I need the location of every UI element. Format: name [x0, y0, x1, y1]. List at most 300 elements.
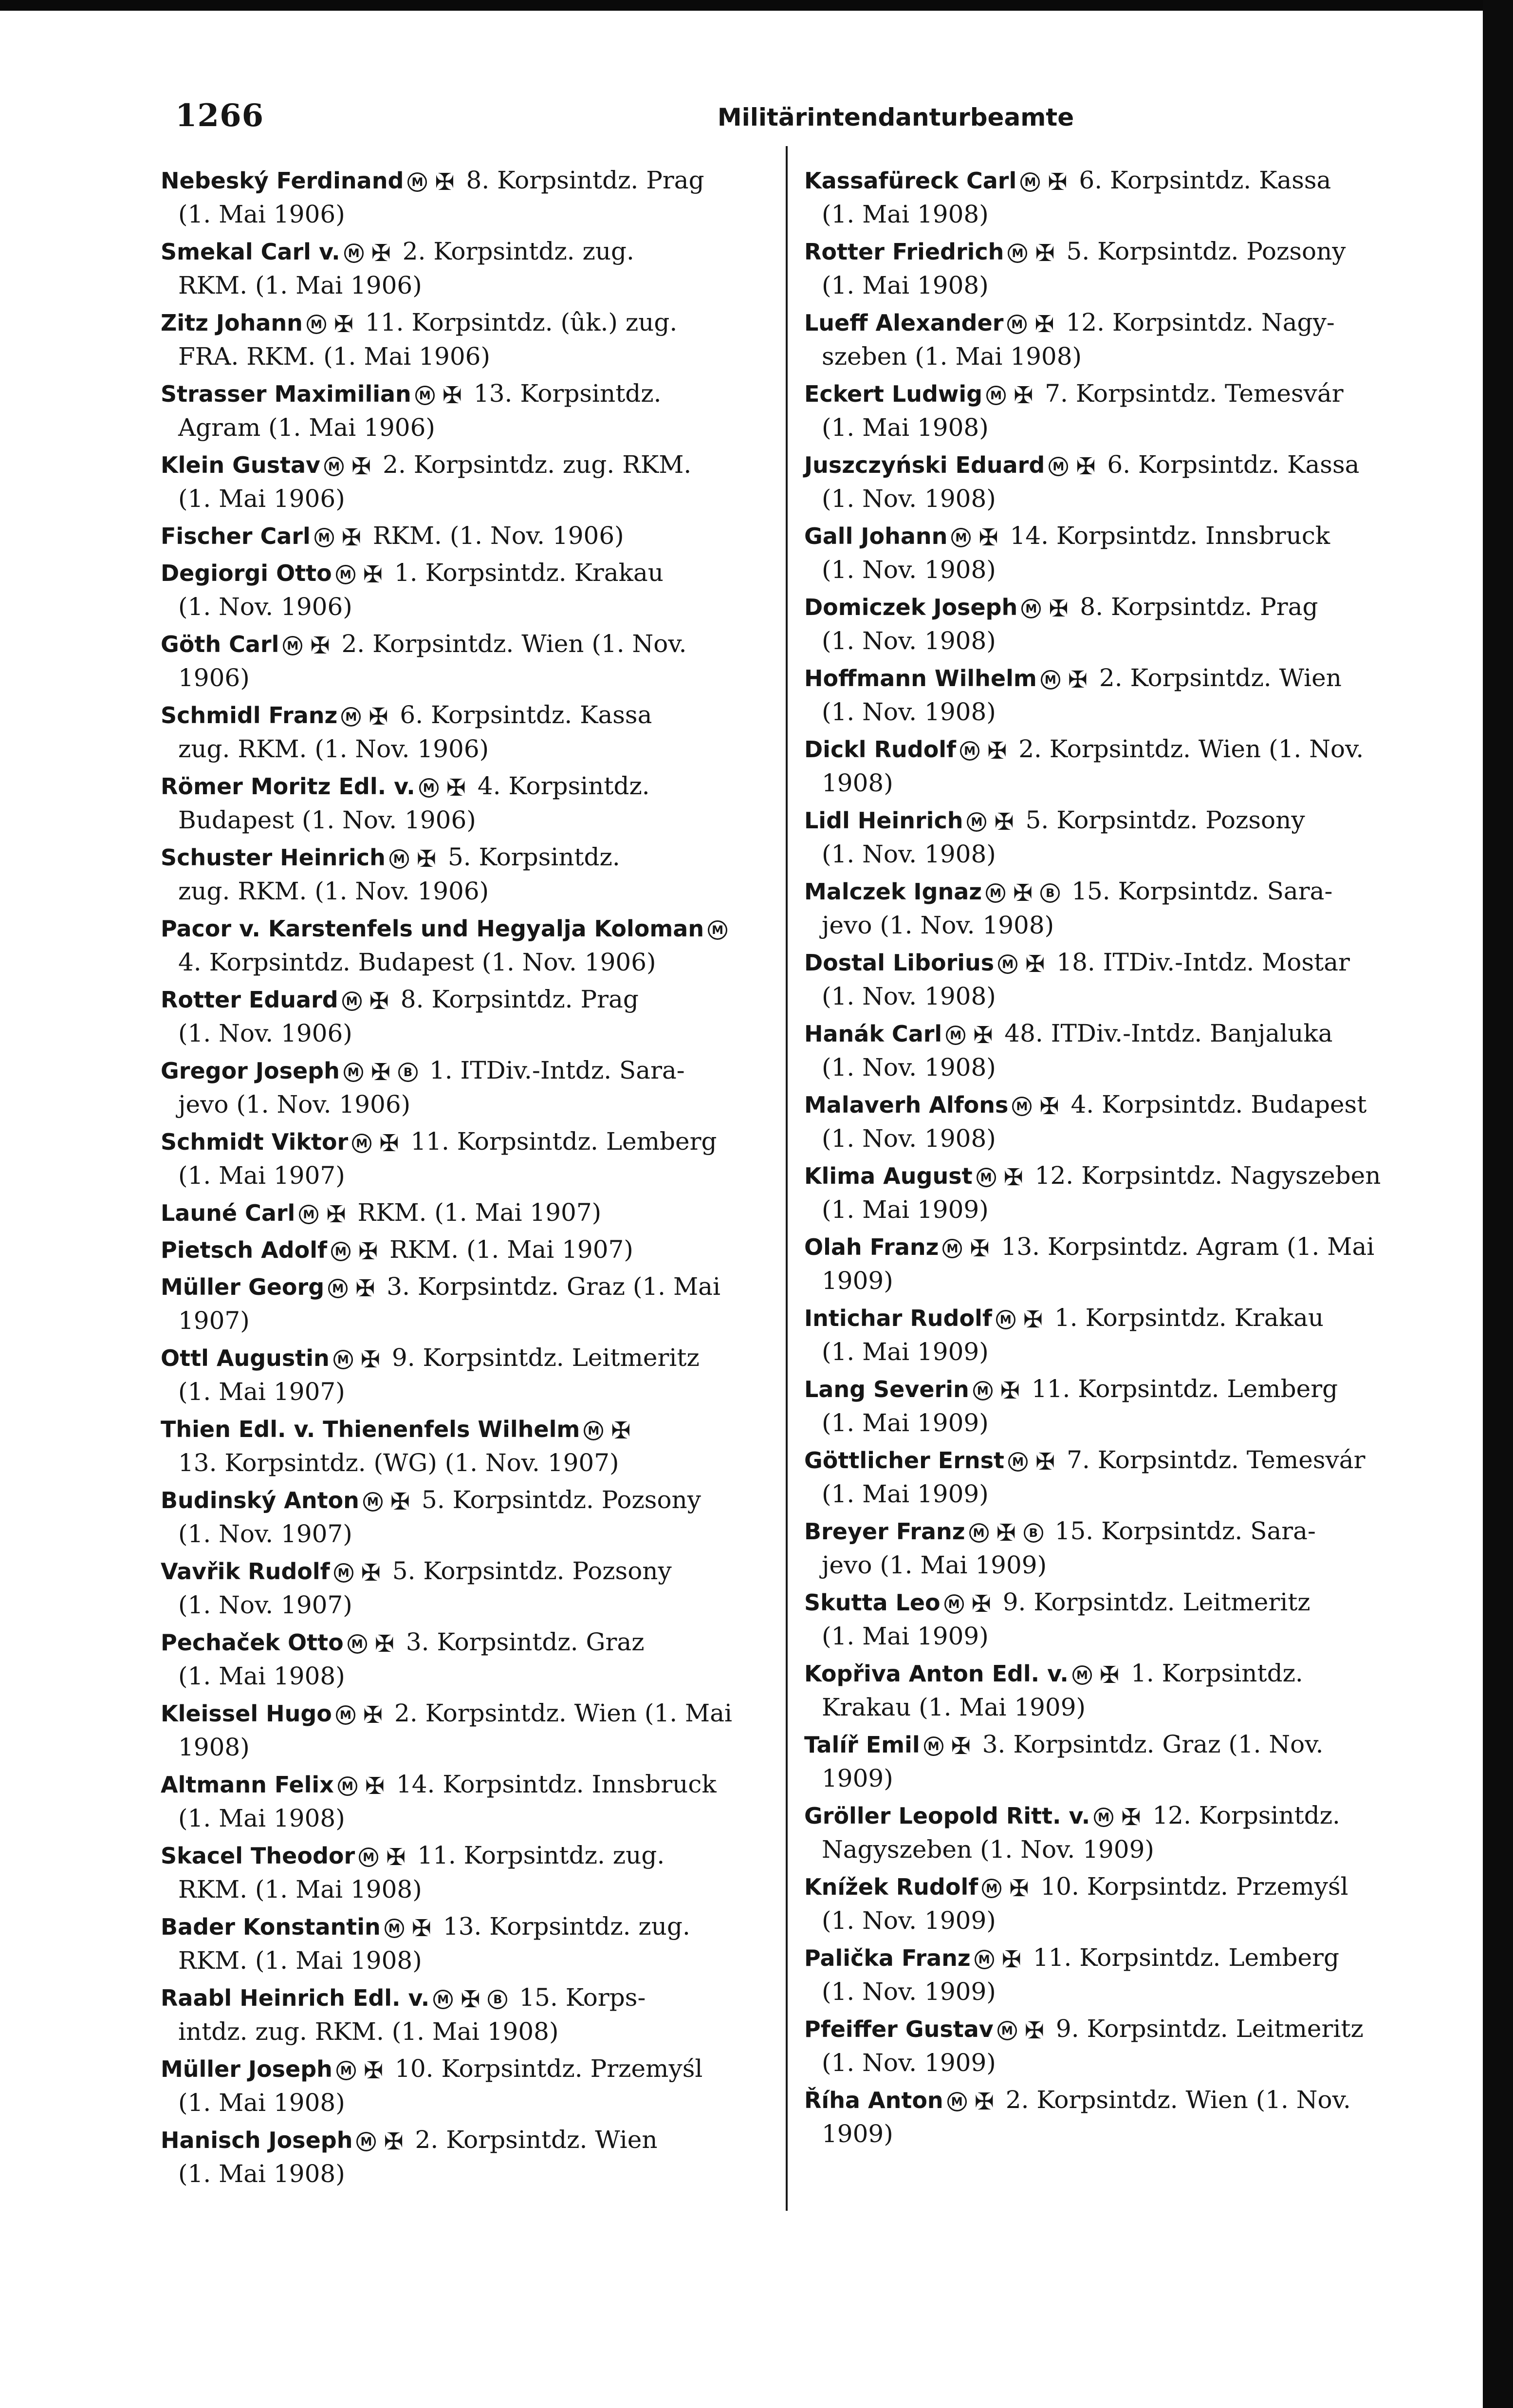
entry-first-line: [161, 1699, 779, 1730]
circled-m-icon: M: [344, 1063, 363, 1082]
entry-first-line: [804, 2014, 1422, 2045]
circled-m-icon: M: [328, 1279, 348, 1298]
list-item: [161, 1912, 779, 1983]
entry-assignment: 5. Korpsintdz. Pozsony: [414, 1486, 701, 1514]
entry-first-line: [804, 2085, 1422, 2116]
list-item: [804, 1872, 1422, 1943]
circled-m-icon: M: [283, 636, 302, 655]
person-name: Strasser Maximilian: [161, 381, 411, 407]
entry-first-line: [161, 237, 779, 268]
list-item: [804, 166, 1422, 237]
person-name: Bader Konstantin: [161, 1914, 381, 1940]
entry-first-line: [161, 985, 779, 1016]
cross-pattee-icon: ✠: [416, 845, 437, 873]
list-item: [804, 734, 1422, 805]
circled-m-icon: M: [977, 1168, 996, 1187]
entry-assignment: 9. Korpsintdz. Leitmeritz: [995, 1588, 1310, 1616]
entry-second-line: (1. Mai 1908): [178, 1804, 345, 1832]
circled-m-icon: M: [942, 1239, 962, 1258]
entry-second-line: RKM. (1. Mai 1906): [178, 271, 422, 299]
entry-assignment: 9. Korpsintdz. Leitmeritz: [1048, 2015, 1364, 2043]
circled-m-icon: M: [946, 1026, 965, 1045]
circled-m-icon: M: [314, 528, 334, 547]
person-name: Schmidt Viktor: [161, 1129, 349, 1155]
entry-assignment: RKM. (1. Nov. 1906): [365, 522, 624, 550]
circled-m-icon: M: [951, 528, 971, 547]
list-item: [161, 629, 779, 700]
entry-assignment: 15. Korps-: [511, 1983, 646, 2012]
entry-second-line: (1. Mai 1908): [822, 413, 989, 442]
cross-pattee-icon: ✠: [974, 2088, 994, 2115]
entry-second-line: (1. Mai 1906): [178, 485, 345, 513]
list-item: [804, 450, 1422, 521]
cross-pattee-icon: ✠: [461, 1986, 480, 2013]
entry-assignment: 11. Korpsintdz. Lemberg: [1025, 1943, 1340, 1972]
circled-m-icon: M: [307, 315, 326, 334]
person-name: Kassafüreck Carl: [804, 168, 1017, 194]
cross-pattee-icon: ✠: [310, 632, 330, 659]
entry-assignment: 4. Korpsintdz. Budapest: [1063, 1090, 1367, 1119]
list-item: [804, 1374, 1422, 1445]
circled-m-icon: M: [1012, 1097, 1032, 1116]
entry-first-line: [161, 1485, 779, 1516]
entry-assignment: 10. Korpsintdz. Przemyśl: [1033, 1872, 1348, 1901]
circled-m-icon: M: [1041, 670, 1060, 690]
entry-first-line: [161, 558, 779, 589]
cross-pattee-icon: ✠: [369, 988, 389, 1015]
list-item: [804, 237, 1422, 308]
cross-pattee-icon: ✠: [971, 1590, 991, 1618]
entry-assignment: 2. Korpsintdz. Wien (1. Mai: [387, 1699, 733, 1727]
entry-second-line: (1. Nov. 1906): [178, 593, 352, 621]
cross-pattee-icon: ✠: [1039, 1093, 1059, 1120]
person-name: Ottl Augustin: [161, 1345, 330, 1371]
list-item: [161, 1235, 779, 1272]
person-name: Römer Moritz Edl. v.: [161, 773, 415, 800]
person-name: Launé Carl: [161, 1200, 295, 1226]
person-name: Říha Anton: [804, 2087, 943, 2113]
entry-second-line: (1. Nov. 1908): [822, 485, 996, 513]
entry-first-line: [161, 700, 779, 731]
circled-m-icon: M: [975, 1950, 994, 1969]
list-item: [804, 1587, 1422, 1659]
person-name: Müller Joseph: [161, 2056, 332, 2082]
entry-second-line: jevo (1. Mai 1909): [822, 1551, 1047, 1579]
circled-m-icon: M: [331, 1242, 351, 1261]
person-name: Klima August: [804, 1163, 973, 1189]
cross-pattee-icon: ✠: [951, 1733, 971, 1760]
entry-first-line: [804, 1872, 1422, 1903]
person-name: Domiczek Joseph: [804, 594, 1018, 620]
list-item: [804, 308, 1422, 379]
cross-pattee-icon: ✠: [374, 1630, 394, 1658]
list-item: [161, 237, 779, 308]
entry-first-line: [804, 592, 1422, 623]
list-item: [161, 1198, 779, 1235]
entry-second-line: (1. Nov. 1909): [822, 1906, 996, 1935]
circled-m-icon: M: [419, 778, 439, 798]
cross-pattee-icon: ✠: [361, 1559, 381, 1587]
cross-pattee-icon: ✠: [1000, 1377, 1020, 1404]
entry-assignment: 12. Korpsintdz.: [1144, 1801, 1340, 1829]
entry-second-line: 1909): [822, 2120, 893, 2148]
list-item: [804, 2014, 1422, 2085]
cross-pattee-icon: ✠: [1014, 382, 1033, 409]
list-item: [804, 592, 1422, 663]
person-name: Nebeský Ferdinand: [161, 168, 404, 194]
entry-assignment: 14. Korpsintdz. Innsbruck: [388, 1770, 717, 1798]
person-name: Hanisch Joseph: [161, 2127, 353, 2153]
entry-first-line: [804, 1801, 1422, 1832]
list-item: [804, 877, 1422, 948]
person-name: Pacor v. Karstenfels und Hegyalja Koloman: [161, 915, 704, 942]
entry-assignment: 6. Korpsintdz. Kassa: [1071, 166, 1331, 194]
list-item: [161, 1699, 779, 1770]
cross-pattee-icon: ✠: [326, 1201, 346, 1228]
circled-b-icon: B: [488, 1990, 507, 2009]
entry-first-line: [161, 2054, 779, 2085]
entry-second-line: intdz. zug. RKM. (1. Mai 1908): [178, 2017, 559, 2046]
person-name: Gall Johann: [804, 523, 948, 549]
entry-assignment: 2. Korpsintdz. zug. RKM.: [375, 450, 692, 479]
entry-assignment: 13. Korpsintdz. zug.: [435, 1912, 690, 1941]
entry-assignment: 1. Korpsintdz. Krakau: [386, 559, 664, 587]
person-name: Degiorgi Otto: [161, 560, 332, 586]
person-name: Budinský Anton: [161, 1487, 359, 1513]
entry-assignment: 11. Korpsintdz. Lemberg: [403, 1127, 717, 1156]
entry-assignment: 2. Korpsintdz. Wien: [407, 2126, 658, 2154]
circled-m-icon: M: [344, 243, 364, 263]
entry-first-line: [804, 1090, 1422, 1121]
person-name: Talíř Emil: [804, 1732, 920, 1758]
person-name: Thien Edl. v. Thienenfels Wilhelm: [161, 1416, 580, 1442]
cross-pattee-icon: ✠: [358, 1238, 378, 1265]
person-name: Zitz Johann: [161, 310, 303, 336]
circled-m-icon: M: [1008, 243, 1027, 263]
circled-m-icon: M: [338, 1776, 357, 1796]
entry-assignment: 5. Korpsintdz.: [440, 843, 620, 871]
entry-second-line: (1. Mai 1909): [822, 1480, 989, 1508]
entry-first-line: [161, 1272, 779, 1303]
scan-border-right: [1483, 0, 1513, 2408]
entry-second-line: (1. Nov. 1906): [178, 1019, 352, 1047]
list-item: [804, 1303, 1422, 1374]
column-divider: [786, 146, 788, 2211]
circled-b-icon: B: [1024, 1523, 1043, 1543]
cross-pattee-icon: ✠: [1068, 666, 1088, 693]
entry-assignment: 12. Korpsintdz. Nagy-: [1058, 308, 1335, 336]
entry-first-line: [161, 1414, 779, 1445]
entry-first-line: [804, 237, 1422, 268]
entry-assignment: 15. Korpsintdz. Sara-: [1064, 877, 1333, 905]
entry-second-line: (1. Nov. 1908): [822, 982, 996, 1010]
cross-pattee-icon: ✠: [411, 1915, 431, 1942]
entry-assignment: 8. Korpsintdz. Prag: [392, 985, 639, 1013]
cross-pattee-icon: ✠: [1024, 2017, 1044, 2044]
scan-border-top: [0, 0, 1513, 11]
list-item: [161, 308, 779, 379]
person-name: Pechaček Otto: [161, 1629, 344, 1656]
entry-first-line: [161, 771, 779, 803]
entry-first-line: [804, 1943, 1422, 1974]
cross-pattee-icon: ✠: [365, 1773, 385, 1800]
list-item: [804, 379, 1422, 450]
entry-first-line: [161, 166, 779, 197]
circled-m-icon: M: [1008, 1452, 1028, 1472]
list-item: [161, 1056, 779, 1127]
entry-second-line: (1. Mai 1908): [178, 2089, 345, 2117]
list-item: [804, 805, 1422, 877]
cross-pattee-icon: ✠: [1013, 879, 1033, 907]
cross-pattee-icon: ✠: [341, 524, 361, 551]
person-name: Knížek Rudolf: [804, 1874, 978, 1900]
entry-assignment: 2. Korpsintdz. zug.: [394, 237, 634, 265]
circled-m-icon: M: [1021, 599, 1041, 618]
entry-first-line: [161, 1198, 779, 1229]
list-item: [804, 1445, 1422, 1516]
list-item: [161, 771, 779, 842]
cross-pattee-icon: ✠: [1076, 453, 1096, 480]
entry-assignment: 4. Korpsintdz.: [470, 772, 650, 800]
circled-m-icon: M: [1094, 1808, 1113, 1827]
person-name: Schuster Heinrich: [161, 844, 386, 871]
circled-m-icon: M: [407, 172, 427, 192]
entry-second-line: Budapest (1. Nov. 1906): [178, 806, 476, 834]
cross-pattee-icon: ✠: [446, 774, 466, 802]
entry-first-line: [804, 1232, 1422, 1263]
entry-second-line: Agram (1. Mai 1906): [178, 413, 435, 442]
entry-first-line: [804, 166, 1422, 197]
circled-m-icon: M: [359, 1848, 378, 1867]
cross-pattee-icon: ✠: [1009, 1875, 1029, 1902]
entry-second-line: 13. Korpsintdz. (WG) (1. Nov. 1907): [178, 1449, 619, 1477]
entry-second-line: (1. Nov. 1907): [178, 1591, 352, 1619]
entry-second-line: (1. Mai 1906): [178, 200, 345, 228]
cross-pattee-icon: ✠: [1001, 1946, 1021, 1973]
entry-assignment: 11. Korpsintdz. Lemberg: [1023, 1375, 1338, 1403]
entry-assignment: 7. Korpsintdz. Temesvár: [1059, 1446, 1365, 1474]
list-item: [161, 558, 779, 629]
entry-assignment: 15. Korpsintdz. Sara-: [1047, 1517, 1316, 1545]
entry-assignment: 7. Korpsintdz. Temesvár: [1037, 379, 1344, 408]
circled-m-icon: M: [996, 1310, 1015, 1329]
list-item: [161, 1414, 779, 1485]
circled-m-icon: M: [363, 1492, 383, 1512]
entry-second-line: (1. Mai 1909): [822, 1622, 989, 1650]
entry-assignment: 11. Korpsintdz. zug.: [409, 1841, 665, 1869]
list-item: [161, 2125, 779, 2196]
entry-assignment: 3. Korpsintdz. Graz: [398, 1628, 645, 1656]
cross-pattee-icon: ✠: [360, 1346, 380, 1373]
cross-pattee-icon: ✠: [1099, 1661, 1120, 1689]
circled-m-icon: M: [341, 707, 361, 727]
person-name: Kleissel Hugo: [161, 1700, 332, 1727]
entry-assignment: 1. Korpsintdz. Krakau: [1047, 1304, 1324, 1332]
entry-first-line: [804, 948, 1422, 979]
cross-pattee-icon: ✠: [978, 524, 998, 551]
entry-second-line: (1. Nov. 1909): [822, 2049, 996, 2077]
entry-second-line: szeben (1. Mai 1908): [822, 342, 1082, 371]
entry-first-line: [161, 1056, 779, 1087]
list-item: [161, 1127, 779, 1198]
entry-second-line: 1908): [822, 769, 893, 797]
entry-second-line: (1. Mai 1908): [822, 271, 989, 299]
entry-first-line: [161, 1127, 779, 1158]
list-item: [161, 450, 779, 521]
cross-pattee-icon: ✠: [1034, 311, 1054, 338]
list-item: [161, 1983, 779, 2054]
entry-first-line: [161, 379, 779, 410]
entry-second-line: Krakau (1. Mai 1909): [822, 1693, 1086, 1721]
circled-m-icon: M: [986, 386, 1006, 405]
entry-assignment: 13. Korpsintdz. Agram (1. Mai: [993, 1232, 1375, 1261]
cross-pattee-icon: ✠: [363, 2057, 384, 2084]
cross-pattee-icon: ✠: [996, 1519, 1016, 1547]
circled-m-icon: M: [584, 1421, 603, 1440]
cross-pattee-icon: ✠: [442, 382, 462, 409]
entry-first-line: [161, 308, 779, 339]
entry-second-line: (1. Nov. 1908): [822, 556, 996, 584]
list-item: [161, 1556, 779, 1627]
person-name: Malczek Ignaz: [804, 878, 982, 905]
cross-pattee-icon: ✠: [1121, 1804, 1141, 1831]
list-item: [804, 1801, 1422, 1872]
entry-second-line: (1. Nov. 1908): [822, 1053, 996, 1082]
cross-pattee-icon: ✠: [611, 1417, 631, 1444]
cross-pattee-icon: ✠: [386, 1844, 406, 1871]
entry-second-line: jevo (1. Nov. 1906): [178, 1090, 411, 1119]
list-item: [161, 379, 779, 450]
entry-second-line: RKM. (1. Mai 1908): [178, 1946, 422, 1975]
entry-second-line: (1. Nov. 1907): [178, 1520, 352, 1548]
entry-assignment: 12. Korpsintdz. Nagyszeben: [1027, 1161, 1381, 1190]
list-item: [161, 1770, 779, 1841]
entry-assignment: 5. Korpsintdz. Pozsony: [1058, 237, 1346, 265]
list-item: [161, 521, 779, 558]
person-name: Raabl Heinrich Edl. v.: [161, 1985, 430, 2011]
circled-m-icon: M: [969, 1523, 989, 1543]
person-name: Hoffmann Wilhelm: [804, 665, 1037, 691]
entry-assignment: 11. Korpsintdz. (ûk.) zug.: [357, 308, 678, 336]
entry-first-line: [161, 1912, 779, 1943]
entry-first-line: [804, 308, 1422, 339]
entry-assignment: 2. Korpsintdz. Wien (1. Nov.: [1011, 735, 1364, 763]
cross-pattee-icon: ✠: [1035, 240, 1055, 267]
list-item: [161, 985, 779, 1056]
cross-pattee-icon: ✠: [333, 311, 354, 338]
circled-m-icon: M: [998, 954, 1017, 974]
entry-first-line: [161, 842, 779, 874]
entry-second-line: (1. Mai 1909): [822, 1338, 989, 1366]
list-item: [804, 1730, 1422, 1801]
entry-assignment: 14. Korpsintdz. Innsbruck: [1002, 522, 1330, 550]
entry-second-line: (1. Mai 1909): [822, 1409, 989, 1437]
entry-first-line: [161, 1235, 779, 1266]
circled-m-icon: M: [1072, 1665, 1092, 1685]
entry-assignment: 3. Korpsintdz. Graz (1. Nov.: [974, 1730, 1324, 1758]
entry-first-line: [804, 1730, 1422, 1761]
list-item: [804, 1516, 1422, 1587]
entry-second-line: (1. Mai 1908): [822, 200, 989, 228]
entry-second-line: (1. Mai 1907): [178, 1161, 345, 1190]
list-item: [161, 1627, 779, 1699]
entry-first-line: [804, 450, 1422, 481]
list-item: [804, 2085, 1422, 2156]
entry-second-line: jevo (1. Nov. 1908): [822, 911, 1054, 939]
entry-assignment: 1. ITDiv.-Intdz. Sara-: [422, 1056, 685, 1084]
entry-first-line: [161, 2125, 779, 2156]
cross-pattee-icon: ✠: [390, 1488, 410, 1515]
running-title: Militärintendanturbeamte: [717, 103, 1074, 131]
person-name: Altmann Felix: [161, 1772, 334, 1798]
person-name: Rotter Friedrich: [804, 239, 1004, 265]
entry-first-line: [804, 1019, 1422, 1050]
entry-assignment: 6. Korpsintdz. Kassa: [392, 701, 652, 729]
entry-assignment: 2. Korpsintdz. Wien (1. Nov.: [997, 2086, 1351, 2114]
person-name: Pietsch Adolf: [161, 1237, 327, 1263]
entry-first-line: [161, 629, 779, 660]
cross-pattee-icon: ✠: [435, 168, 455, 196]
circled-m-icon: M: [973, 1381, 993, 1400]
circled-b-icon: B: [1040, 883, 1060, 903]
circled-m-icon: M: [1049, 457, 1068, 476]
entry-second-line: 4. Korpsintdz. Budapest (1. Nov. 1906): [178, 948, 656, 976]
circled-m-icon: M: [389, 849, 409, 869]
person-name: Lueff Alexander: [804, 310, 1004, 336]
entry-assignment: 2. Korpsintdz. Wien (1. Nov.: [333, 630, 687, 658]
circled-m-icon: M: [944, 1594, 964, 1614]
entry-second-line: 1906): [178, 664, 250, 692]
page-header: [175, 97, 1421, 136]
cross-pattee-icon: ✠: [370, 1059, 391, 1086]
person-name: Malaverh Alfons: [804, 1092, 1009, 1118]
person-name: Skacel Theodor: [161, 1843, 355, 1869]
person-name: Schmidl Franz: [161, 702, 338, 728]
person-name: Pfeiffer Gustav: [804, 2016, 994, 2042]
entry-first-line: [161, 914, 779, 943]
entry-second-line: (1. Nov. 1909): [822, 1978, 996, 2006]
entry-assignment: RKM. (1. Mai 1907): [350, 1198, 602, 1227]
cross-pattee-icon: ✠: [379, 1130, 399, 1157]
list-item: [161, 166, 779, 237]
cross-pattee-icon: ✠: [1049, 595, 1069, 622]
entry-first-line: [804, 1445, 1422, 1476]
circled-m-icon: M: [967, 812, 986, 832]
entry-first-line: [804, 805, 1422, 837]
circled-m-icon: M: [336, 1705, 355, 1725]
circled-m-icon: M: [299, 1205, 318, 1224]
entry-assignment: 3. Korpsintdz. Graz (1. Mai: [379, 1272, 720, 1301]
entry-first-line: [161, 1556, 779, 1587]
entry-assignment: 9. Korpsintdz. Leitmeritz: [384, 1344, 700, 1372]
entry-second-line: 1908): [178, 1733, 250, 1761]
entry-second-line: 1907): [178, 1307, 250, 1335]
entry-assignment: 2. Korpsintdz. Wien: [1091, 664, 1342, 692]
cross-pattee-icon: ✠: [363, 1701, 383, 1729]
cross-pattee-icon: ✠: [987, 737, 1007, 765]
circled-m-icon: M: [960, 741, 979, 761]
circled-m-icon: M: [348, 1634, 367, 1654]
entry-first-line: [804, 1659, 1422, 1690]
list-item: [161, 1272, 779, 1343]
entry-assignment: 6. Korpsintdz. Kassa: [1099, 450, 1360, 479]
entry-assignment: RKM. (1. Mai 1907): [382, 1235, 633, 1264]
entry-second-line: zug. RKM. (1. Nov. 1906): [178, 735, 489, 763]
circled-m-icon: M: [352, 1134, 371, 1153]
circled-m-icon: M: [1007, 315, 1027, 334]
person-name: Lidl Heinrich: [804, 807, 963, 834]
person-name: Vavřik Rudolf: [161, 1558, 330, 1585]
